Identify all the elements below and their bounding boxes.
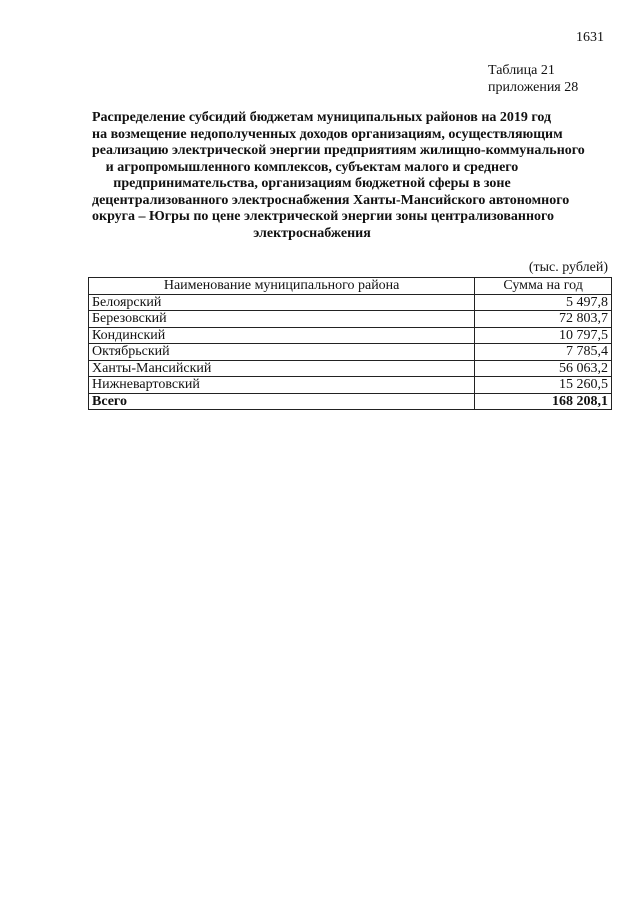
amount-cell: 5 497,8 [475,294,612,311]
header-district-name: Наименование муниципального района [89,278,475,295]
units-label: (тыс. рублей) [528,260,608,275]
title-line: Распределение субсидий бюджетам муниципальных районов на 2019 год [92,110,552,125]
title-line: округа – Югры по цене электрической энергии зоны централизованного [92,209,555,224]
amount-cell: 7 785,4 [475,344,612,361]
district-name-cell: Березовский [89,311,475,328]
page-number: 1631 [576,30,604,45]
district-name-cell: Белоярский [89,294,475,311]
total-amount-cell: 168 208,1 [475,393,612,410]
table-row [89,360,612,377]
amount-cell: 56 063,2 [475,360,612,377]
table-row [89,377,612,394]
document-title [92,110,585,242]
district-name-cell: Кондинский [89,327,475,344]
title-line: на возмещение недополученных доходов организациям, осуществляющим [92,126,563,142]
table-row [89,294,612,311]
title-line: электроснабжения [253,225,371,241]
table-reference-line-2: приложения 28 [488,80,579,95]
subsidy-table [88,277,612,410]
total-label-cell: Всего [89,393,475,410]
amount-cell: 15 260,5 [475,377,612,394]
district-name-cell: Ханты-Мансийский [89,360,475,377]
table-reference [488,62,608,96]
table-row [89,344,612,361]
table-row [89,327,612,344]
title-line: предпринимательства, организациям бюджетной сферы в зоне [113,176,511,191]
table-header-row [89,278,612,295]
amount-cell: 10 797,5 [475,327,612,344]
table-row [89,311,612,328]
table-total-row [89,393,612,410]
title-line: реализацию электрической энергии предприятиям жилищно-коммунального [92,143,585,158]
title-line: и агропромышленного комплексов, субъектам малого и среднего [105,159,519,175]
amount-cell: 72 803,7 [475,311,612,328]
header-annual-amount: Сумма на год [475,278,612,295]
district-name-cell: Октябрьский [89,344,475,361]
table-reference-line-1: Таблица 21 [488,63,555,78]
title-line: децентрализованного электроснабжения Ханты-Мансийского автономного [92,192,570,208]
district-name-cell: Нижневартовский [89,377,475,394]
